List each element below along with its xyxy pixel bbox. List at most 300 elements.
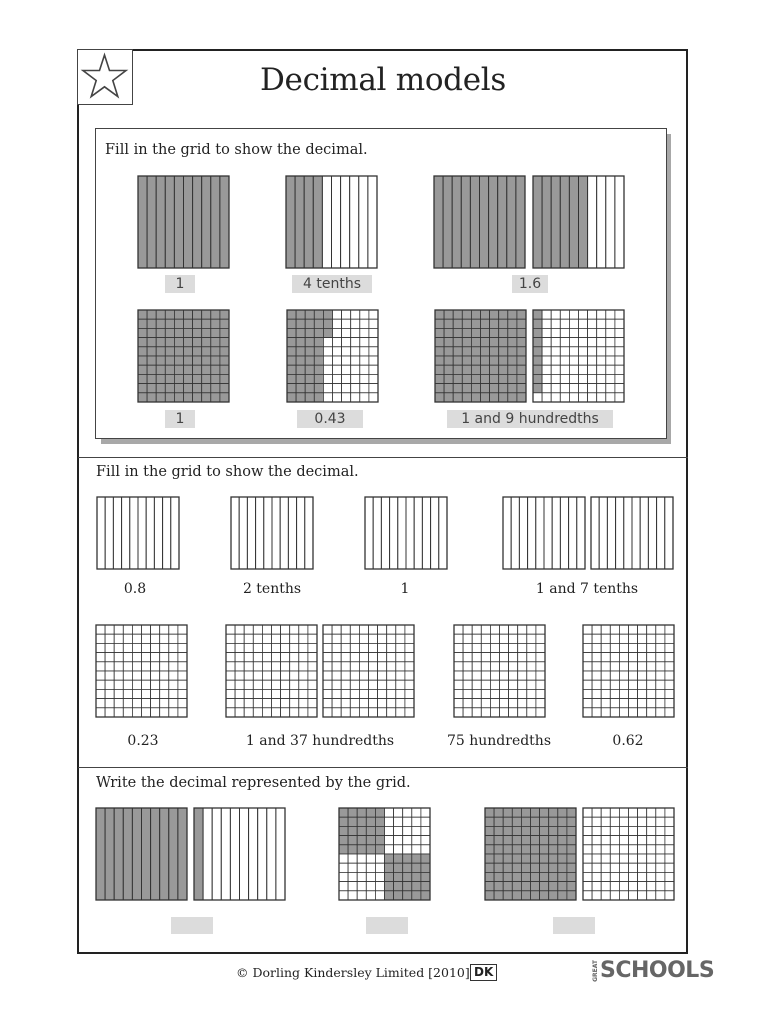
tenths-cell — [632, 497, 640, 569]
hundredths-cell — [262, 625, 271, 634]
hundredths-cell — [518, 662, 527, 671]
tenths-cell — [533, 176, 542, 268]
tenths-grid[interactable] — [591, 497, 673, 569]
write-instruction: Write the decimal represented by the grid. — [96, 775, 411, 791]
answer-box[interactable] — [553, 917, 595, 934]
hundredths-cell — [174, 319, 183, 328]
hundredths-cell — [184, 347, 193, 356]
hundredths-cell — [527, 708, 536, 717]
tenths-grid — [434, 176, 525, 268]
hundredths-cell — [527, 680, 536, 689]
hundredths-cell — [521, 863, 530, 872]
hundredths-cell — [579, 328, 588, 337]
hundredths-cell — [244, 671, 253, 680]
hundredths-cell — [421, 863, 430, 872]
tenths-cell — [138, 176, 147, 268]
hundredths-cell — [281, 671, 290, 680]
hundredths-cell — [165, 393, 174, 402]
hundredths-cell — [272, 689, 281, 698]
tenths-cell — [97, 497, 105, 569]
hundredths-cell — [387, 653, 396, 662]
hundredths-cell — [211, 393, 220, 402]
hundredths-cell — [517, 384, 526, 393]
hundredths-cell — [178, 634, 187, 643]
tenths-grid[interactable] — [503, 497, 585, 569]
hundredths-cell — [508, 393, 517, 402]
hundredths-cell — [385, 845, 394, 854]
hundredths-cell — [366, 891, 375, 900]
hundredths-cell — [178, 643, 187, 652]
hundredths-cell — [360, 310, 369, 319]
tenths-cell — [624, 497, 632, 569]
hundredths-cell — [509, 634, 518, 643]
tenths-cell — [174, 176, 183, 268]
hundredths-cell — [421, 872, 430, 881]
hundredths-cell — [481, 662, 490, 671]
hundredths-cell — [583, 826, 592, 835]
hundredths-cell — [142, 699, 151, 708]
hundredths-cell — [299, 708, 308, 717]
hundredths-grid[interactable] — [96, 625, 187, 717]
hundredths-cell — [132, 662, 141, 671]
tenths-cell — [160, 808, 169, 900]
tenths-cell — [519, 497, 527, 569]
hundredths-cell — [342, 347, 351, 356]
hundredths-cell — [351, 347, 360, 356]
hundredths-cell — [105, 643, 114, 652]
hundredths-cell — [508, 319, 517, 328]
hundredths-cell — [359, 625, 368, 634]
hundredths-cell — [385, 817, 394, 826]
hundredths-cell — [521, 836, 530, 845]
hundredths-cell — [592, 662, 601, 671]
hundredths-cell — [606, 393, 615, 402]
hundredths-cell — [193, 319, 202, 328]
hundredths-cell — [592, 826, 601, 835]
hundredths-cell — [485, 826, 494, 835]
hundredths-cell — [114, 625, 123, 634]
tenths-cell — [569, 497, 577, 569]
hundredths-cell — [314, 365, 323, 374]
hundredths-cell — [359, 699, 368, 708]
hundredths-cell — [485, 854, 494, 863]
tenths-cell — [165, 176, 174, 268]
hundredths-cell — [485, 872, 494, 881]
hundredths-cell — [463, 680, 472, 689]
hundredths-cell — [656, 643, 665, 652]
hundredths-cell — [542, 393, 551, 402]
hundredths-cell — [583, 625, 592, 634]
hundredths-cell — [359, 680, 368, 689]
hundredths-cell — [583, 653, 592, 662]
hundredths-cell — [299, 671, 308, 680]
hundredths-cell — [656, 634, 665, 643]
hundredths-cell — [503, 872, 512, 881]
hundredths-cell — [665, 817, 674, 826]
hundredths-cell — [333, 356, 342, 365]
hundredths-cell — [421, 808, 430, 817]
hundredths-cell — [558, 882, 567, 891]
hundredths-cell — [592, 680, 601, 689]
hundredths-cell — [287, 365, 296, 374]
hundredths-cell — [342, 328, 351, 337]
hundredths-cell — [536, 643, 545, 652]
hundredths-cell — [533, 319, 542, 328]
hundredths-cell — [540, 808, 549, 817]
hundredths-cell — [314, 347, 323, 356]
tenths-grid[interactable] — [231, 497, 313, 569]
hundredths-cell — [369, 347, 378, 356]
hundredths-cell — [579, 310, 588, 319]
hundredths-cell — [454, 643, 463, 652]
hundredths-cell — [435, 374, 444, 383]
hundredths-cell — [500, 634, 509, 643]
hundredths-cell — [536, 699, 545, 708]
hundredths-cell — [169, 643, 178, 652]
hundredths-cell — [341, 643, 350, 652]
hundredths-cell — [463, 699, 472, 708]
hundredths-cell — [597, 356, 606, 365]
hundredths-cell — [290, 680, 299, 689]
hundredths-cell — [193, 347, 202, 356]
hundredths-cell — [481, 653, 490, 662]
tenths-grid[interactable] — [97, 497, 179, 569]
tenths-grid — [138, 176, 229, 268]
hundredths-cell — [405, 634, 414, 643]
hundredths-cell — [360, 374, 369, 383]
hundredths-cell — [96, 634, 105, 643]
hundredths-cell — [647, 826, 656, 835]
hundredths-cell — [174, 374, 183, 383]
hundredths-cell — [508, 347, 517, 356]
hundredths-cell — [471, 338, 480, 347]
hundredths-cell — [494, 872, 503, 881]
hundredths-cell — [629, 872, 638, 881]
hundredths-cell — [156, 365, 165, 374]
hundredths-cell — [558, 826, 567, 835]
hundredths-cell — [517, 374, 526, 383]
hundredths-cell — [323, 365, 332, 374]
hundredths-cell — [569, 384, 578, 393]
hundredths-cell — [178, 689, 187, 698]
hundredths-cell — [174, 384, 183, 393]
hundredths-cell — [314, 328, 323, 337]
hundredths-cell — [536, 634, 545, 643]
tenths-cell — [341, 176, 350, 268]
hundredths-cell — [471, 365, 480, 374]
hundredths-cell — [453, 328, 462, 337]
answer-box[interactable] — [171, 917, 213, 934]
hundredths-cell — [463, 634, 472, 643]
hundredths-cell — [444, 338, 453, 347]
hundredths-grid[interactable] — [454, 625, 545, 717]
tenths-cell — [178, 808, 187, 900]
hundredths-cell — [226, 643, 235, 652]
hundredths-cell — [348, 836, 357, 845]
tenths-cell — [221, 808, 230, 900]
hundredths-cell — [569, 356, 578, 365]
hundredths-cell — [665, 891, 674, 900]
hundredths-cell — [290, 625, 299, 634]
hundredths-cell — [462, 365, 471, 374]
hundredths-cell — [105, 680, 114, 689]
hundredths-cell — [387, 708, 396, 717]
hundredths-cell — [332, 671, 341, 680]
hundredths-cell — [462, 347, 471, 356]
hundredths-cell — [235, 634, 244, 643]
hundredths-cell — [503, 817, 512, 826]
hundredths-cell — [601, 845, 610, 854]
hundredths-cell — [211, 356, 220, 365]
hundredths-cell — [262, 671, 271, 680]
hundredths-cell — [160, 689, 169, 698]
hundredths-cell — [551, 384, 560, 393]
hundredths-cell — [619, 671, 628, 680]
practice-label: 0.23 — [127, 733, 159, 749]
hundredths-cell — [296, 365, 305, 374]
hundredths-cell — [405, 699, 414, 708]
hundredths-cell — [412, 836, 421, 845]
hundredths-cell — [629, 625, 638, 634]
hundredths-cell — [549, 891, 558, 900]
hundredths-cell — [369, 319, 378, 328]
hundredths-cell — [323, 662, 332, 671]
hundredths-cell — [647, 699, 656, 708]
hundredths-cell — [583, 845, 592, 854]
hundredths-cell — [517, 347, 526, 356]
hundredths-cell — [453, 384, 462, 393]
tenths-cell — [657, 497, 665, 569]
hundredths-cell — [156, 384, 165, 393]
hundredths-cell — [178, 653, 187, 662]
hundredths-cell — [615, 347, 624, 356]
hundredths-cell — [481, 347, 490, 356]
hundredths-cell — [592, 808, 601, 817]
hundredths-cell — [305, 319, 314, 328]
hundredths-grid[interactable] — [323, 625, 414, 717]
hundredths-cell — [453, 338, 462, 347]
hundredths-cell — [638, 863, 647, 872]
hundredths-cell — [396, 689, 405, 698]
hundredths-cell — [184, 328, 193, 337]
hundredths-cell — [403, 854, 412, 863]
hundredths-cell — [619, 845, 628, 854]
hundredths-cell — [481, 699, 490, 708]
hundredths-cell — [359, 643, 368, 652]
tenths-cell — [640, 497, 648, 569]
hundredths-cell — [287, 319, 296, 328]
hundredths-cell — [647, 653, 656, 662]
hundredths-cell — [211, 347, 220, 356]
hundredths-cell — [421, 891, 430, 900]
hundredths-cell — [287, 356, 296, 365]
hundredths-cell — [359, 689, 368, 698]
hundredths-cell — [521, 845, 530, 854]
hundredths-cell — [656, 689, 665, 698]
hundredths-cell — [518, 643, 527, 652]
hundredths-cell — [226, 625, 235, 634]
hundredths-cell — [220, 319, 229, 328]
hundredths-cell — [527, 653, 536, 662]
hundredths-cell — [597, 338, 606, 347]
hundredths-cell — [647, 845, 656, 854]
hundredths-cell — [500, 643, 509, 652]
tenths-cell — [516, 176, 525, 268]
hundredths-cell — [610, 808, 619, 817]
hundredths-cell — [638, 680, 647, 689]
hundredths-cell — [583, 689, 592, 698]
hundredths-cell — [517, 310, 526, 319]
hundredths-cell — [342, 384, 351, 393]
hundredths-cell — [220, 328, 229, 337]
hundredths-cell — [403, 863, 412, 872]
hundredths-cell — [147, 347, 156, 356]
answer-box[interactable] — [366, 917, 408, 934]
hundredths-cell — [579, 319, 588, 328]
hundredths-cell — [588, 310, 597, 319]
hundredths-cell — [500, 708, 509, 717]
hundredths-cell — [615, 365, 624, 374]
hundredths-cell — [369, 634, 378, 643]
hundredths-cell — [542, 347, 551, 356]
hundredths-cell — [549, 808, 558, 817]
hundredths-cell — [253, 708, 262, 717]
hundredths-cell — [359, 634, 368, 643]
hundredths-cell — [560, 347, 569, 356]
hundredths-cell — [290, 699, 299, 708]
hundredths-cell — [350, 625, 359, 634]
hundredths-cell — [619, 872, 628, 881]
hundredths-cell — [560, 365, 569, 374]
hundredths-cell — [156, 319, 165, 328]
hundredths-cell — [540, 854, 549, 863]
tenths-grid[interactable] — [365, 497, 447, 569]
hundredths-cell — [542, 338, 551, 347]
hundredths-cell — [533, 384, 542, 393]
hundredths-cell — [333, 347, 342, 356]
hundredths-cell — [527, 662, 536, 671]
hundredths-grid[interactable] — [583, 625, 674, 717]
hundredths-cell — [500, 671, 509, 680]
hundredths-cell — [592, 699, 601, 708]
hundredths-cell — [272, 680, 281, 689]
hundredths-cell — [610, 689, 619, 698]
hundredths-cell — [503, 836, 512, 845]
hundredths-cell — [342, 356, 351, 365]
hundredths-cell — [160, 671, 169, 680]
hundredths-cell — [272, 625, 281, 634]
hundredths-cell — [156, 310, 165, 319]
hundredths-cell — [385, 891, 394, 900]
hundredths-cell — [360, 338, 369, 347]
hundredths-cell — [472, 671, 481, 680]
hundredths-cell — [536, 662, 545, 671]
hundredths-cell — [385, 872, 394, 881]
hundredths-cell — [610, 625, 619, 634]
hundredths-cell — [601, 699, 610, 708]
hundredths-grid[interactable] — [226, 625, 317, 717]
hundredths-cell — [665, 882, 674, 891]
hundredths-cell — [629, 680, 638, 689]
hundredths-cell — [481, 319, 490, 328]
hundredths-cell — [332, 634, 341, 643]
hundredths-cell — [350, 689, 359, 698]
hundredths-cell — [253, 699, 262, 708]
tenths-cell — [203, 808, 212, 900]
hundredths-cell — [656, 817, 665, 826]
hundredths-cell — [542, 356, 551, 365]
hundredths-cell — [96, 653, 105, 662]
hundredths-cell — [226, 662, 235, 671]
hundredths-cell — [597, 365, 606, 374]
hundredths-cell — [463, 625, 472, 634]
hundredths-cell — [531, 882, 540, 891]
hundredths-cell — [339, 817, 348, 826]
hundredths-cell — [105, 625, 114, 634]
hundredths-cell — [105, 671, 114, 680]
hundredths-cell — [453, 365, 462, 374]
hundredths-cell — [665, 699, 674, 708]
hundredths-cell — [314, 384, 323, 393]
hundredths-cell — [601, 625, 610, 634]
hundredths-cell — [226, 680, 235, 689]
hundredths-cell — [357, 872, 366, 881]
hundredths-cell — [435, 347, 444, 356]
hundredths-cell — [235, 662, 244, 671]
hundredths-cell — [178, 625, 187, 634]
hundredths-cell — [499, 365, 508, 374]
hundredths-cell — [601, 689, 610, 698]
hundredths-cell — [665, 662, 674, 671]
hundredths-cell — [509, 699, 518, 708]
hundredths-cell — [472, 699, 481, 708]
hundredths-cell — [549, 854, 558, 863]
hundredths-cell — [96, 689, 105, 698]
hundredths-cell — [619, 836, 628, 845]
tenths-cell — [528, 497, 536, 569]
hundredths-cell — [592, 891, 601, 900]
hundredths-cell — [629, 708, 638, 717]
hundredths-cell — [471, 319, 480, 328]
hundredths-cell — [665, 634, 674, 643]
hundredths-cell — [272, 699, 281, 708]
hundredths-cell — [123, 653, 132, 662]
hundredths-cell — [588, 384, 597, 393]
hundredths-cell — [262, 708, 271, 717]
hundredths-cell — [610, 854, 619, 863]
hundredths-cell — [606, 319, 615, 328]
hundredths-cell — [412, 872, 421, 881]
hundredths-cell — [378, 643, 387, 652]
hundredths-cell — [105, 634, 114, 643]
hundredths-cell — [592, 845, 601, 854]
hundredths-cell — [360, 365, 369, 374]
tenths-cell — [422, 497, 430, 569]
hundredths-cell — [512, 863, 521, 872]
hundredths-cell — [305, 374, 314, 383]
hundredths-cell — [123, 625, 132, 634]
hundredths-cell — [360, 393, 369, 402]
hundredths-cell — [375, 817, 384, 826]
hundredths-cell — [512, 826, 521, 835]
hundredths-cell — [132, 671, 141, 680]
hundredths-cell — [142, 643, 151, 652]
hundredths-cell — [592, 708, 601, 717]
hundredths-cell — [656, 625, 665, 634]
hundredths-cell — [536, 653, 545, 662]
example-label: 4 tenths — [292, 275, 372, 293]
hundredths-cell — [509, 662, 518, 671]
